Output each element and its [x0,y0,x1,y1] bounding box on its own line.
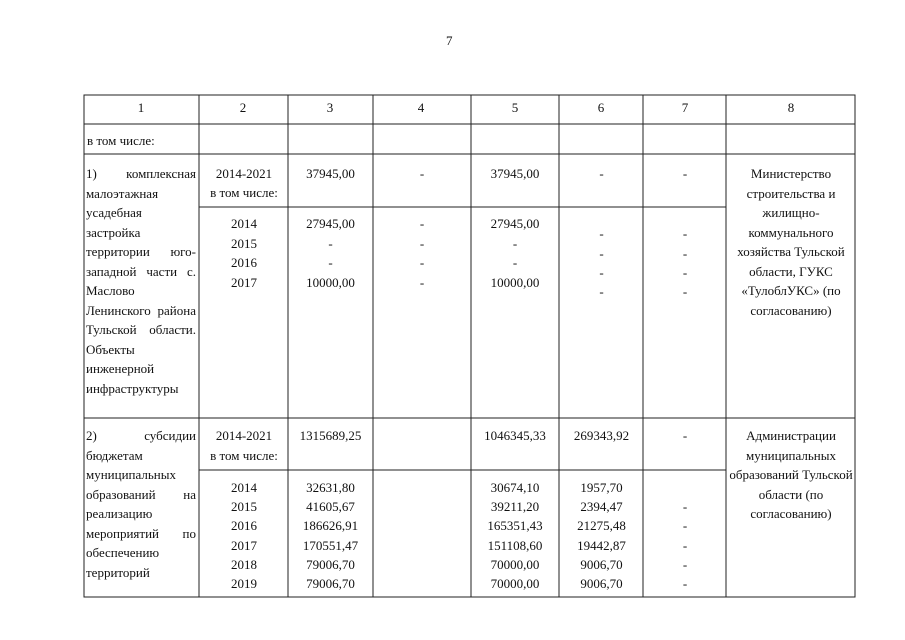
row1-year-col6: - [599,226,604,241]
row2-total-col7: - [682,428,688,443]
row2-total-col5: 1046345,33 [484,428,546,443]
row1-year-col6: - [599,265,604,280]
row1-executor: Министерство строительства и жилищно-коммунального хозяйства Тульской области, ГУКС «ТулоблУКС» (по согласованию) [737,166,845,318]
row1-year-col6: - [599,246,604,261]
row1-year-col5: - [512,236,518,251]
row2-year-col5: 70000,00 [490,557,540,572]
row2-total-col3: 1315689,25 [299,428,362,443]
row1-total-col6: - [599,166,604,181]
row1-year: 2015 [231,236,257,251]
row1-total-col5: 37945,00 [490,166,540,181]
row2-executor: Администрации муниципальных образований Тульской области (по согласованию) [729,428,853,521]
row1-year-col3: 10000,00 [306,275,355,290]
row1-total-col4: - [419,166,425,181]
row2-year-col5: 30674,10 [490,480,540,495]
col-header-8: 8 [787,100,795,115]
row1-year-col5: - [512,255,518,270]
row2-year: 2015 [231,499,257,514]
row2-year-col5: 165351,43 [487,518,543,533]
row2-period: 2014-2021 [215,428,273,443]
row2-year-col3: 32631,80 [306,480,355,495]
row1-year-col7: - [682,246,688,261]
row2-year: 2017 [231,538,257,553]
row1-year-col4: - [419,216,425,231]
row2-year-col5: 39211,20 [490,499,540,514]
row1-year-col7: - [682,284,688,299]
row1-period: 2014-2021 [215,166,273,181]
row1-year-col7: - [682,226,688,241]
row2-year: 2016 [231,518,257,533]
col-header-2: 2 [239,100,247,115]
row2-year-col3: 79006,70 [306,557,355,572]
row2-incl: в том числе: [210,448,278,463]
row1-year-col6: - [599,284,604,299]
row2-year-col5: 70000,00 [490,576,540,591]
row1-year-col4: - [419,255,425,270]
row2-description: 2) субсидии бюджетам муниципальных образований на реализацию мероприятий по обеспечению территорий [86,428,196,580]
row2-year-col6: 9006,70 [580,576,623,591]
row2-year-col6: 9006,70 [580,557,623,572]
col-header-4: 4 [417,100,425,115]
row1-year-col4: - [419,236,425,251]
row1-total-col7: - [682,166,688,181]
col-header-3: 3 [326,100,334,115]
row2-total-col6: 269343,92 [573,428,630,443]
col-header-7: 7 [681,100,689,115]
row1-year-col7: - [682,265,688,280]
row2-year-col3: 41605,67 [306,499,355,514]
col-header-6: 6 [597,100,605,115]
row1-year: 2016 [231,255,257,270]
col-header-1: 1 [137,100,145,115]
row1-year-col3: 27945,00 [306,216,355,231]
row2-year-col6: 1957,70 [580,480,623,495]
row1-year-col5: 10000,00 [490,275,540,290]
row2-year-col7: - [682,499,688,514]
page-number: 7 [446,33,453,48]
subheader-including: в том числе: [87,133,155,148]
row1-year-col3: - [328,255,333,270]
row1-year: 2017 [231,275,257,290]
row1-year: 2014 [231,216,257,231]
row2-year-col7: - [682,538,688,553]
row2-year-col3: 186626,91 [302,518,359,533]
row2-year: 2019 [231,576,257,591]
col-header-5: 5 [511,100,519,115]
row1-total-col3: 37945,00 [306,166,355,181]
row2-year-col6: 2394,47 [580,499,623,514]
row2-year-col3: 79006,70 [306,576,355,591]
row2-year-col7: - [682,576,688,591]
row2-year-col6: 19442,87 [577,538,626,553]
row2-year-col3: 170551,47 [302,538,359,553]
row1-year-col3: - [328,236,333,251]
row2-year: 2014 [231,480,257,495]
row1-year-col5: 27945,00 [490,216,540,231]
row1-description: 1) комплексная малоэтажная усадебная застройка территории юго-западной части с. Маслово Ленинского района Тульской области. Объекты инженерной инфраструктуры [86,166,196,396]
row2-year-col5: 151108,60 [487,538,543,553]
row2-year-col7: - [682,557,688,572]
row2-year: 2018 [231,557,257,572]
row1-incl: в том числе: [210,185,278,200]
row1-year-col4: - [419,275,425,290]
row2-year-col6: 21275,48 [577,518,626,533]
row2-year-col7: - [682,518,688,533]
